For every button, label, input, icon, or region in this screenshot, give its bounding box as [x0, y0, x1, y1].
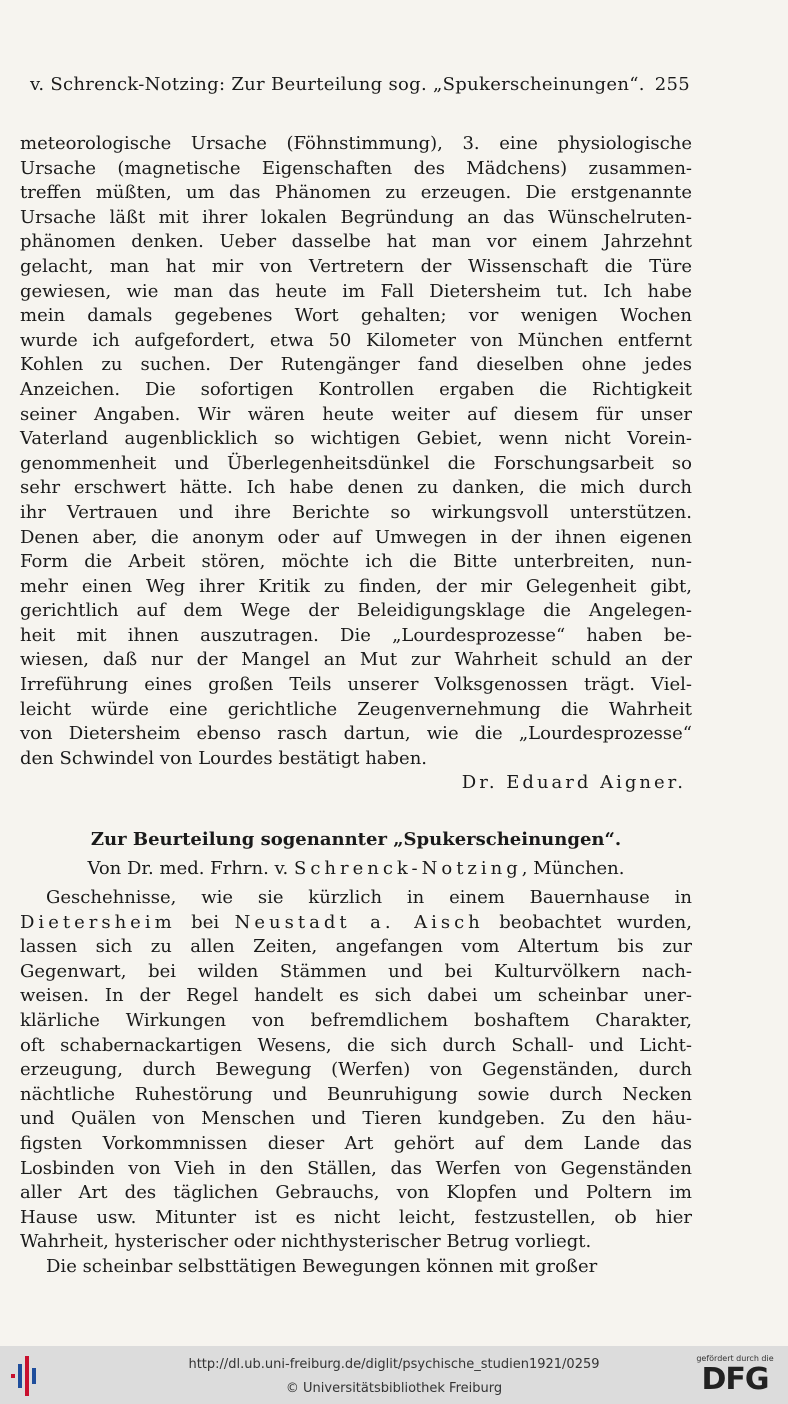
body-line: Losbinden von Vieh in den Ställen, das Werfen von Gegenständen — [20, 1157, 692, 1179]
body-line: gelacht, man hat mir von Vertretern der Wissenschaft die Türe — [20, 255, 692, 277]
article-body — [20, 886, 692, 1280]
body-line: figsten Vorkommnissen dieser Art gehört auf dem Lande das — [20, 1132, 692, 1154]
article-heading-block — [20, 828, 692, 853]
body-line: treffen müßten, um das Phänomen zu erzeugen. Die erstgenannte — [20, 182, 692, 204]
copyright-notice: © Universitätsbibliothek Freiburg — [285, 1381, 503, 1396]
body-line: oft schabernackartigen Wesens, die sich durch Schall- und Licht- — [20, 1034, 692, 1056]
body-line: weisen. In der Regel handelt es sich dabei um scheinbar uner- — [20, 985, 692, 1007]
body-line: seiner Angaben. Wir wären heute weiter auf diesem für unser — [20, 403, 692, 425]
place-dietersheim: Dietersheim — [20, 911, 176, 933]
body-line: Ursache (magnetische Eigenschaften des Mädchens) zusammen- — [20, 157, 692, 179]
body-line: phänomen denken. Ueber dasselbe hat man vor einem Jahrzehnt — [20, 231, 692, 253]
body-line: Dietersheim bei Neustadt a. Aisch beobachtet wurden, — [20, 911, 692, 933]
running-head — [30, 74, 690, 95]
body-line: Vaterland augenblicklich so wichtigen Gebiet, wenn nicht Vorein- — [20, 428, 692, 450]
body-line: meteorologische Ursache (Föhnstimmung), 3. eine physiologische — [20, 133, 692, 154]
body-line: heit mit ihnen auszutragen. Die „Lourdesprozesse“ haben be- — [20, 624, 692, 646]
body-line: Denen aber, die anonym oder auf Umwegen in der ihnen eigenen — [20, 526, 692, 548]
body-line: nächtliche Ruhestörung und Beunruhigung sowie durch Necken — [20, 1083, 692, 1105]
place-neustadt: Neustadt a. Aisch — [234, 911, 484, 933]
body-line: Anzeichen. Die sofortigen Kontrollen ergaben die Richtigkeit — [20, 378, 692, 400]
body-line: Ursache läßt mit ihrer lokalen Begründung an das Wünschelruten- — [20, 206, 692, 228]
body-line: Form die Arbeit stören, möchte ich die Bitte unterbreiten, nun- — [20, 551, 692, 573]
byline-author: Schrenck-Notzing — [294, 858, 522, 879]
body-line: und Quälen von Menschen und Tieren kundgeben. Zu den häu- — [20, 1108, 692, 1130]
article-body-lines — [20, 935, 692, 1255]
page-number: 255 — [654, 74, 690, 95]
byline-suffix: , München. — [521, 858, 625, 879]
body-line: gerichtlich auf dem Wege der Beleidigungsklage die Angelegen- — [20, 600, 692, 622]
body-line: den Schwindel von Lourdes bestätigt haben. — [20, 747, 428, 769]
body-line: Gegenwart, bei wilden Stämmen und bei Kulturvölkern nach- — [20, 960, 692, 982]
body-line: lassen sich zu allen Zeiten, angefangen vom Altertum bis zur — [20, 936, 692, 958]
previous-article-text — [20, 132, 692, 796]
dfg-caption: gefördert durch die — [696, 1354, 774, 1363]
body-line: wiesen, daß nur der Mangel an Mut zur Wahrheit schuld an der — [20, 649, 692, 671]
body-line: Die scheinbar selbsttätigen Bewegungen können mit großer — [46, 1255, 598, 1277]
body-line: Irreführung eines großen Teils unserer Volksgenossen trägt. Viel- — [20, 674, 692, 696]
body-line: leicht würde eine gerichtliche Zeugenvernehmung die Wahrheit — [20, 698, 692, 720]
body-line: wurde ich aufgefordert, etwa 50 Kilometer von München entfernt — [20, 329, 692, 351]
body-line: Geschehnisse, wie sie kürzlich in einem Bauernhause in — [46, 887, 692, 908]
body-line: ihr Vertrauen und ihre Berichte so wirkungsvoll unterstützen. — [20, 501, 692, 523]
running-head-title: v. Schrenck-Notzing: Zur Beurteilung sog. „Spukerscheinungen“. — [30, 74, 645, 95]
body-line: erzeugung, durch Bewegung (Werfen) von Gegenständen, durch — [20, 1059, 692, 1081]
body-line: von Dietersheim ebenso rasch dartun, wie die „Lourdesprozesse“ — [20, 723, 692, 745]
viewer-footer — [0, 1346, 788, 1404]
source-url-link[interactable]: http://dl.ub.uni-freiburg.de/diglit/psychische_studien1921/0259 — [188, 1357, 600, 1372]
article-byline — [20, 857, 692, 882]
author-signature: Dr. Eduard Aigner. — [461, 772, 686, 794]
body-line: Hause usw. Mitunter ist es nicht leicht, festzustellen, ob hier — [20, 1206, 692, 1228]
body-line: sehr erschwert hätte. Ich habe denen zu danken, die mich durch — [20, 477, 692, 499]
article-heading: Zur Beurteilung sogenannter „Spukerscheinungen“. — [90, 829, 622, 850]
byline-prefix: Von Dr. med. Frhrn. v. — [87, 858, 294, 879]
body-line: genommenheit und Überlegenheitsdünkel die Forschungsarbeit so — [20, 452, 692, 474]
body-line: mein damals gegebenes Wort gehalten; vor wenigen Wochen — [20, 305, 692, 327]
body-line: klärliche Wirkungen von befremdlichem boshaftem Charakter, — [20, 1009, 692, 1031]
body-line: gewiesen, wie man das heute im Fall Dietersheim tut. Ich habe — [20, 280, 692, 302]
body-line: Kohlen zu suchen. Der Rutengänger fand dieselben ohne jedes — [20, 354, 692, 376]
body-line: Wahrheit, hysterischer oder nichthysterischer Betrug vorliegt. — [20, 1231, 592, 1253]
body-line: aller Art des täglichen Gebrauchs, von Klopfen und Poltern im — [20, 1182, 692, 1204]
body-line: mehr einen Weg ihrer Kritik zu finden, der mir Gelegenheit gibt, — [20, 575, 692, 597]
dfg-logo-icon: DFG — [701, 1362, 769, 1397]
